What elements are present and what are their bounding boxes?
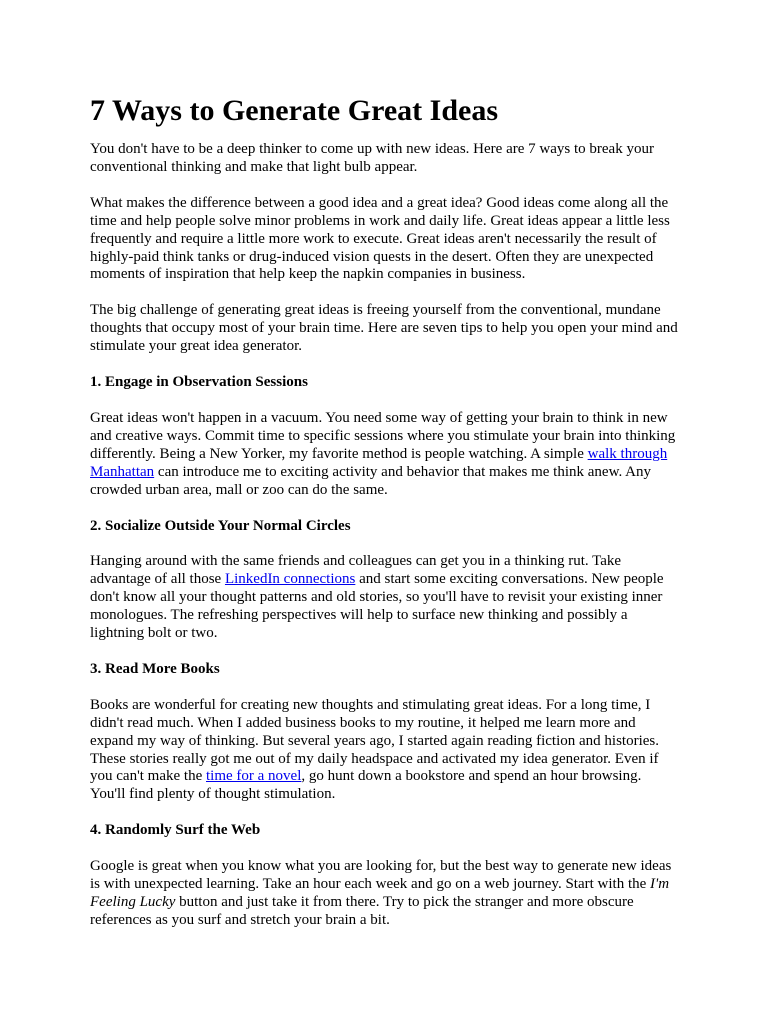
section-3-text-after: , go hunt down a bookstore and spend an hour browsing. You'll find plenty of thought stimulation. — [90, 768, 642, 803]
article-title: 7 Ways to Generate Great Ideas — [90, 94, 499, 127]
section-4-text-before: Google is great when you know what you are looking for, but the best way to generate new ideas is with unexpected learning. Take an hour each week and go on a web journey. Start with the — [90, 858, 672, 893]
section-paragraph-1 — [90, 410, 678, 500]
time-for-a-novel-link[interactable]: time for a novel — [206, 768, 302, 785]
section-3-text-before: Books are wonderful for creating new thoughts and stimulating great ideas. For a long time, I didn't read much. When I added business books to my routine, it helped me learn more and expand my way of thinking. But several years ago, I started again reading fiction and histories. These stories really got me out of my daily headspace and activated my idea generator. Even if you can't make the — [90, 696, 660, 785]
section-1-text-before: Great ideas won't happen in a vacuum. You need some way of getting your brain to think in new and creative ways. Commit time to specific sessions where you stimulate your brain into thinking differently. Being a New Yorker, my favorite method is people watching. A simple — [90, 409, 676, 462]
section-2-text-after: and start some exciting conversations. New people don't know all your thought patterns and old stories, so you'll have to revisit your existing inner monologues. The refreshing perspectives will help to surface new thinking and possibly a lightning bolt or two. — [90, 571, 664, 642]
body-paragraph-2: The big challenge of generating great ideas is freeing yourself from the conventional, mundane thoughts that occupy most of your brain time. Here are seven tips to help you open your mind and stimulate your great idea generator. — [90, 302, 678, 355]
section-heading-3: 3. Read More Books — [90, 660, 220, 677]
feeling-lucky-emphasis: I'm Feeling Lucky — [90, 876, 670, 910]
section-paragraph-3 — [90, 697, 678, 804]
section-2-text-before: Hanging around with the same friends and colleagues can get you in a thinking rut. Take advantage of all those — [90, 553, 622, 588]
intro-paragraph: You don't have to be a deep thinker to come up with new ideas. Here are 7 ways to break your conventional thinking and make that light bulb appear. — [90, 141, 654, 175]
section-heading-2: 2. Socialize Outside Your Normal Circles — [90, 517, 351, 534]
walk-through-manhattan-link[interactable]: walk through Manhattan — [90, 445, 668, 480]
section-1-text-after: can introduce me to exciting activity and behavior that makes me think anew. Any crowded urban area, mall or zoo can do the same. — [90, 463, 651, 498]
body-paragraph-1: What makes the difference between a good idea and a great idea? Good ideas come along all the time and help people solve minor problems in work and daily life. Great ideas appear a little less frequently and require a little more work to execute. Great ideas aren't necessarily the result of highly-paid think tanks or drug-induced vision quests in the desert. Often they are unexpected moments of inspiration that help keep the napkin companies in business. — [90, 194, 670, 283]
linkedin-connections-link[interactable]: LinkedIn connections — [224, 571, 356, 588]
section-heading-1: 1. Engage in Observation Sessions — [90, 374, 308, 391]
section-paragraph-2 — [90, 553, 678, 643]
section-heading-4: 4. Randomly Surf the Web — [90, 822, 261, 839]
section-4-text-after: button and just take it from there. Try to pick the stranger and more obscure references as you surf and stretch your brain a bit. — [90, 894, 634, 928]
section-paragraph-4 — [90, 858, 678, 930]
